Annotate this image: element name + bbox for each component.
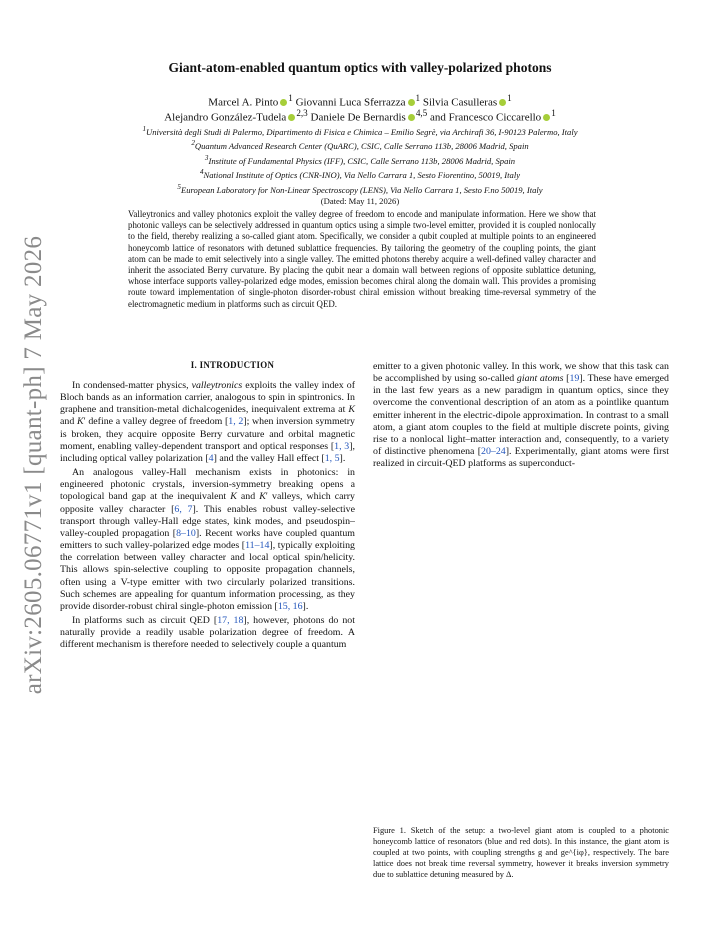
arxiv-sidebar xyxy=(14,235,54,695)
left-column xyxy=(60,380,355,651)
affiliation: $^4$National Institute of Optics (CNR-INO), Via Nello Carrara 1, Sesto Fiorentino, 50019, Italy xyxy=(199,168,521,181)
author-name: and Francesco Ciccarello xyxy=(430,111,542,124)
paper-title: Giant-atom-enabled quantum optics with valley-polarized photons xyxy=(168,60,552,75)
author-affil: 1 xyxy=(507,93,512,103)
paragraph: In condensed-matter physics, valleytronics exploits the valley index of Bloch bands as an information carrier, analogous to spin in spintronics. In graphene and transition-metal dichalcogenides, inequivalent extrema at K and K′ define a valley degree of freedom [1, 2]; when inversion symmetry is broken, they acquire opposite Berry curvature and orbital magnetic moment, enabling valley-dependent transport and optical responses [1, 3], including optical valley polarization [4] and the valley Hall effect [1, 5]. xyxy=(60,380,356,464)
orcid-icon[interactable] xyxy=(288,114,295,121)
honeycomb-lattice-diagram xyxy=(382,580,672,825)
orcid-icon[interactable] xyxy=(543,114,550,121)
affiliations xyxy=(80,124,640,208)
abstract: Valleytronics and valley photonics exploit the valley degree of freedom to encode and manipulate information. Here we show that photonic valleys can be selectively addressed in quantum optics using a simple two-level emitter, provided it is coupled nonlocally to the field, thereby realizing a so-called giant atom. Specifically, we consider a qubit coupled at multiple points to an engineered honeycomb lattice of resonators with detuned sublattice frequencies. By tailoring the geometry of the coupling points, the giant atom can be made to emit selectively into a single valley. The emitted photons thereby acquire a well-defined valley character and inherit the associated Berry curvature. By placing the qubit near a domain wall between regions of opposite sublattice detuning, whose interface supports valley-polarized edge modes, emission becomes chiral along the domain wall. This provides a promising route toward implementation of single-photon disorder-robust chiral emission without breaking time-reversal symmetry of the electromagnetic medium in platforms such as circuit QED. xyxy=(128,209,596,309)
author-name: Alejandro González-Tudela xyxy=(164,111,287,124)
author-name: Marcel A. Pinto xyxy=(208,96,279,109)
affiliation: $^2$Quantum Advanced Research Center (QuARC), CSIC, Calle Serrano 113b, 28006 Madrid, Spain xyxy=(191,139,529,152)
affiliation: $^1$Università degli Studi di Palermo, Dipartimento di Fisica e Chimica – Emilio Segrè, via Archirafi 36, I-90123 Palermo, Italy xyxy=(142,125,578,137)
paragraph: emitter to a given photonic valley. In this work, we show that this task can be accomplished by using so-called giant atoms [19]. These have emerged in the last few years as a new paradigm in quantum optics, since they overcome the conventional description of an atom as a pointlike quantum emitter inherent in the electric-dipole approximation. In contrast to a small atom, a giant atom couples to the field at multiple discrete points, giving rise to a nonlocal light–matter interaction and, consequently, to a variety of distinctive phenomena [20–24]. Experimentally, giant atoms were first realized in circuit-QED platforms as superconduct- xyxy=(373,361,669,470)
section-heading: I. INTRODUCTION xyxy=(190,360,275,370)
affiliation: $^5$European Laboratory for Non-Linear Spectroscopy (LENS), Via Nello Carrara 1, Sesto F.no 50019, Italy xyxy=(177,182,543,195)
author-affil: 1 xyxy=(551,108,556,118)
author-line-2 xyxy=(90,106,630,126)
arxiv-identifier: arXiv:2605.06771v1 [quant-ph] 7 May 2026 xyxy=(20,235,47,695)
author-name: Silvia Casulleras xyxy=(422,96,498,109)
affiliation: $^3$Institute of Fundamental Physics (IFF), CSIC, Calle Serrano 113b, 28006 Madrid, Spain xyxy=(204,153,516,166)
author-affil: 4,5 xyxy=(415,108,428,118)
author-affil: 1 xyxy=(415,93,421,103)
orcid-icon[interactable] xyxy=(408,114,415,121)
right-column xyxy=(373,361,669,470)
paragraph: An analogous valley-Hall mechanism exists in photonics: in engineered photonic crystals, inversion-symmetry breaking opens a topological band gap at the inequivalent K and K′ valleys, which carry opposite valley character [6, 7]. This enables robust valley-selective transport through valley-Hall edge states, kink modes, and pseudospin–valley-coupled propagation [8–10]. Recent works have coupled quantum emitters to such valley-polarized edge modes [11–14], typically exploiting the correlation between valley character and local optical spin/helicity. This allows spin-selective coupling to opposite propagation channels, often using a V-type emitter with two circularly polarized transitions. Such schemes are appealing for quantum information processing, as they provide disorder-robust chiral single-photon emission [15, 16]. xyxy=(60,467,355,612)
dated-line: (Dated: May 11, 2026) xyxy=(320,196,400,207)
author-name: Daniele De Bernardis xyxy=(310,111,406,124)
author-name: Giovanni Luca Sferrazza xyxy=(295,96,406,109)
author-affil: 2,3 xyxy=(296,108,308,118)
caption-text: Figure 1. Sketch of the setup: a two-level giant atom is coupled to a photonic honeycomb lattice of resonators (blue and red dots). In this instance, the giant atom is coupled at two points, with coupling strengths g and ge^{iφ}, respectively. The bare lattice does not break time reversal symmetry, however it breaks inversion symmetry due to sublattice detuning measured by Δ. xyxy=(373,826,669,879)
figure-caption xyxy=(373,826,669,881)
author-affil: 1 xyxy=(288,93,293,103)
paragraph: In platforms such as circuit QED [17, 18], however, photons do not naturally provide a readily usable polarization degree of freedom. A different mechanism is therefore needed to selectively couple a quantum xyxy=(60,614,355,651)
figure-1 xyxy=(382,580,672,825)
